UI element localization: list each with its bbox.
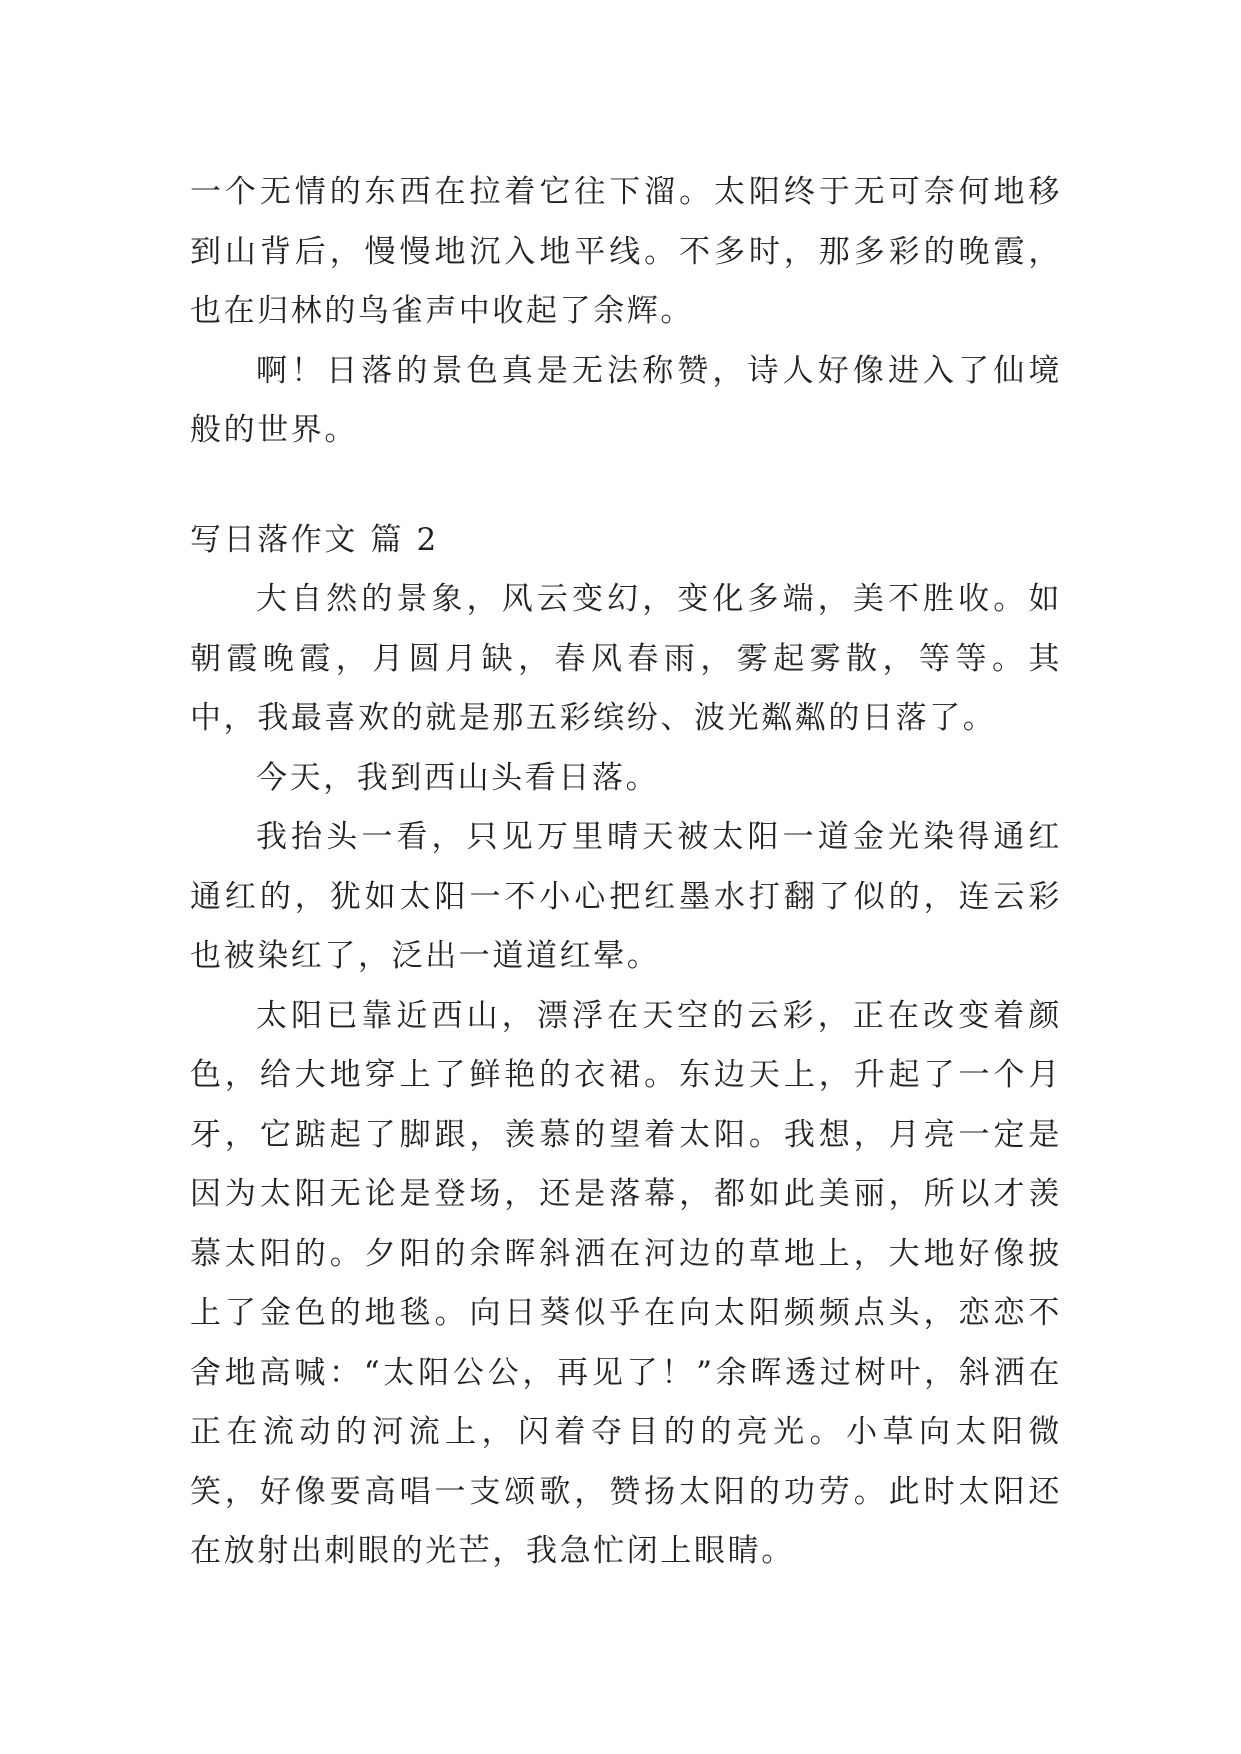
- paragraph-continuation: 一个无情的东西在拉着它往下溜。太阳终于无可奈何地移到山背后，慢慢地沉入地平线。不多时，那多彩的晚霞，也在归林的鸟雀声中收起了余辉。: [190, 174, 1062, 329]
- paragraph: 我抬头一看，只见万里晴天被太阳一道金光染得通红通红的，犹如太阳一不小心把红墨水打翻了似的，连云彩也被染红了，泛出一道道红晕。: [190, 819, 1062, 974]
- paragraph: 大自然的景象，风云变幻，变化多端，美不胜收。如朝霞晚霞，月圆月缺，春风春雨，雾起雾散，等等。其中，我最喜欢的就是那五彩缤纷、波光粼粼的日落了。: [190, 581, 1062, 736]
- paragraph: 太阳已靠近西山，漂浮在天空的云彩，正在改变着颜色，给大地穿上了鲜艳的衣裙。东边天上，升起了一个月牙，它踮起了脚跟，羡慕的望着太阳。我想，月亮一定是因为太阳无论是登场，还是落幕，都如此美丽，所以才羡慕太阳的。夕阳的余晖斜洒在河边的草地上，大地好像披上了金色的地毯。向日葵似乎在向太阳频频点头，恋恋不舍地高喊：“太阳公公，再见了！”余晖透过树叶，斜洒在正在流动的河流上，闪着夺目的的亮光。小草向太阳微笑，好像要高唱一支颂歌，赞扬太阳的功劳。此时太阳还在放射出刺眼的光芒，我急忙闭上眼睛。: [190, 997, 1062, 1569]
- document-page: [190, 163, 1062, 1582]
- paragraph: 啊！日落的景色真是无法称赞，诗人好像进入了仙境般的世界。: [190, 352, 1062, 448]
- paragraph: 今天，我到西山头看日落。: [256, 759, 660, 796]
- article-title: 写日落作文 篇 2: [190, 521, 439, 558]
